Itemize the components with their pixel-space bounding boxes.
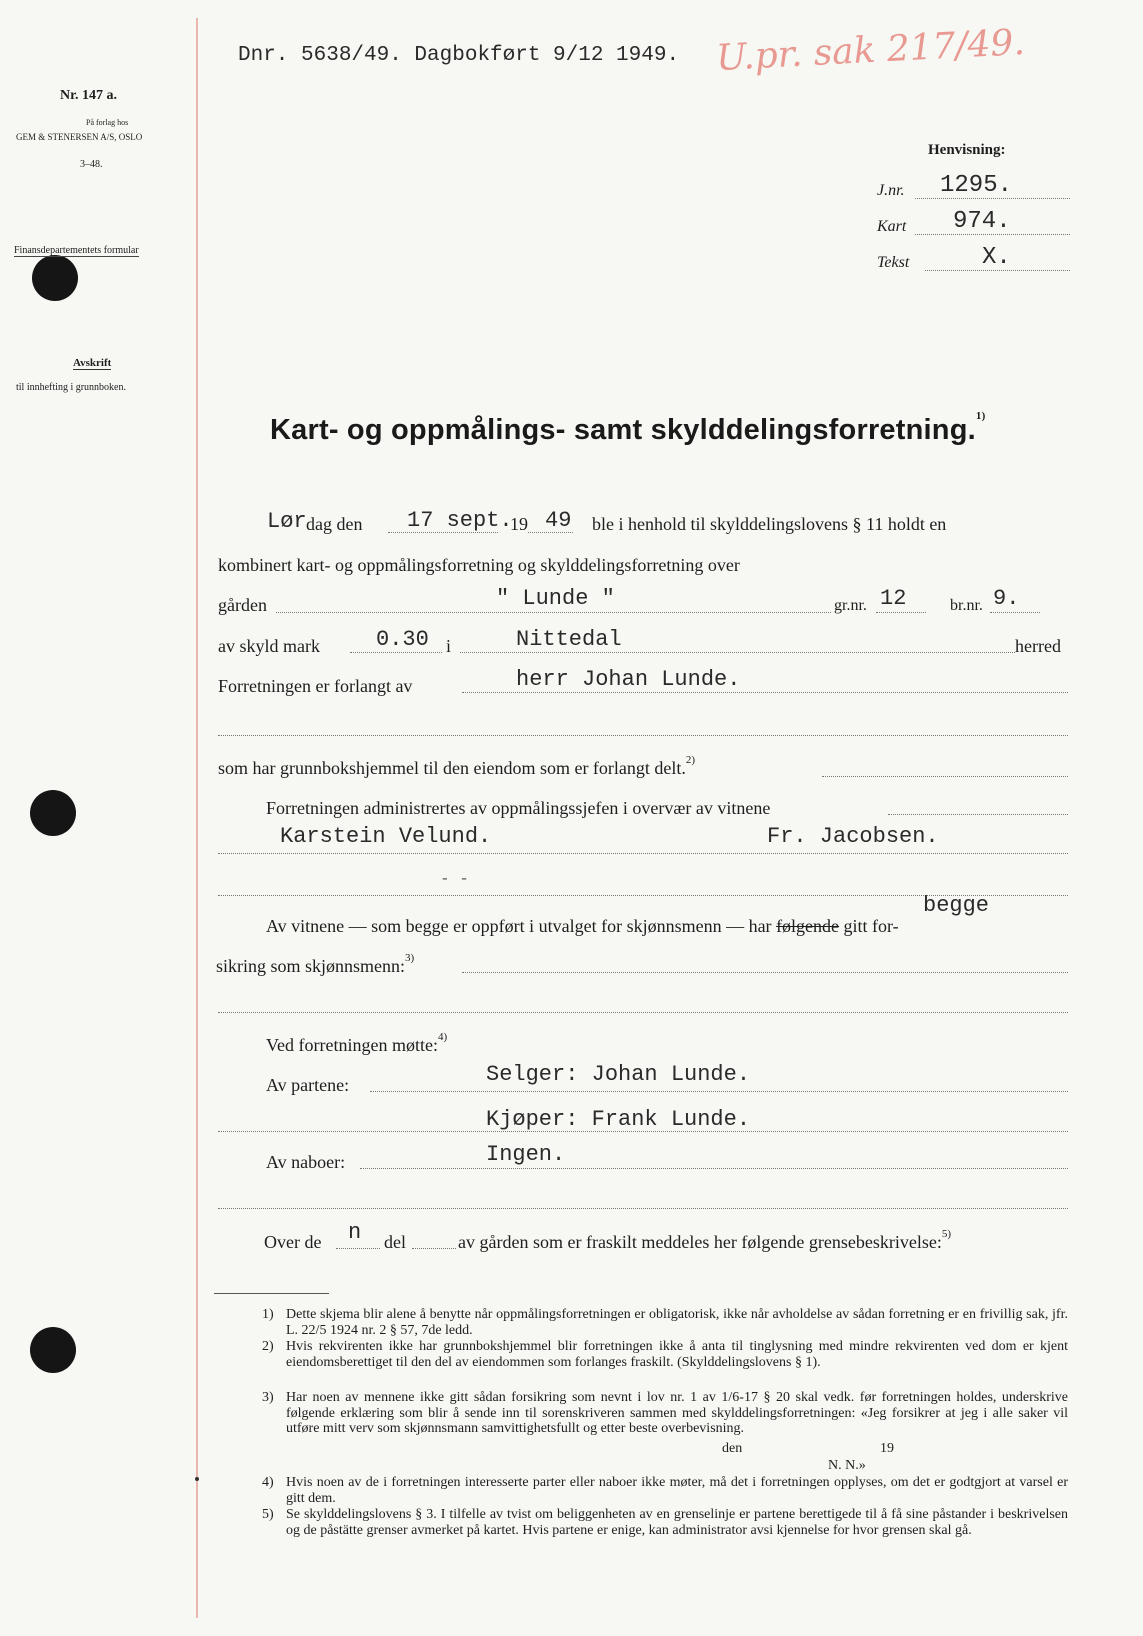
tekst-value: X. [982, 244, 1011, 271]
tax-dotted-line [350, 652, 442, 653]
jnr-value: 1295. [940, 172, 1013, 199]
copy-note: til innhefting i grunnboken. [16, 382, 126, 393]
grnr-value: 12 [880, 586, 907, 611]
requested-value: herr Johan Lunde. [516, 667, 741, 692]
handwritten-case-note: U.pr. sak 217/49. [715, 21, 1026, 80]
jnr-label: J.nr. [877, 182, 905, 199]
tax-value: 0.30 [376, 627, 429, 652]
brnr-label: br.nr. [950, 597, 983, 614]
sworn-text-a: Av vitnene — som begge er oppført i utvalget for skjønnsmenn — har [266, 916, 772, 936]
farm-value: " Lunde " [496, 586, 615, 611]
form-date: 3–48. [80, 159, 103, 170]
footnote-3-signature: N. N.» [828, 1458, 866, 1473]
begge-typed: begge [923, 893, 990, 918]
municipality-dotted-line [460, 652, 1015, 653]
footnote-rule [214, 1293, 329, 1294]
sworn-line2 [216, 952, 415, 977]
sworn-dotted-line [462, 972, 1068, 973]
kart-label: Kart [877, 218, 907, 235]
sworn-footnote: 3) [405, 952, 415, 964]
admin-dotted-line [888, 814, 1068, 815]
line1-text: ble i henhold til skylddelingslovens § 11 holdt en [592, 514, 947, 534]
sworn-line1 [266, 916, 899, 937]
parties-extra-line [218, 1131, 1068, 1132]
grnr-dotted-line [876, 612, 926, 613]
registration-line: Dnr. 5638/49. Dagbokført 9/12 1949. [238, 44, 680, 67]
parties-dotted-line [370, 1091, 1068, 1092]
margin-rule [196, 18, 198, 1618]
brnr-value: 9. [993, 586, 1020, 611]
boundary-prefix: Over de [264, 1232, 322, 1252]
attended-line [266, 1031, 448, 1056]
boundary-text: av gården som er fraskilt meddeles her følgende grensebeskrivelse: [458, 1232, 942, 1252]
herred-label: herred [1015, 636, 1061, 656]
neighbours-dotted-line [360, 1168, 1068, 1169]
neighbours-label: Av naboer: [266, 1152, 346, 1172]
sworn-extra-line [218, 1012, 1068, 1013]
boundary-del-label: del [384, 1232, 406, 1252]
grnr-label: gr.nr. [834, 597, 867, 614]
stray-dot [195, 1477, 199, 1481]
kart-value: 974. [953, 208, 1011, 235]
requested-extra-line [218, 735, 1068, 736]
tekst-label: Tekst [877, 254, 910, 271]
footnote-3-year: 19 [880, 1441, 894, 1456]
punch-hole-top [32, 255, 78, 301]
title-footnote-marker: 1) [975, 410, 986, 422]
footnote-2-text: Hvis rekvirenten ikke har grunnbokshjemmel blir forretningen ikke å anta til tinglysning med mindre rekvirenten ved dom er kjent eiendomsberettiget til den del av eiendommen som forlanges fraskilt. (Skylddelingslovens § 1). [286, 1339, 1068, 1370]
date-typed: 17 sept. [407, 508, 513, 533]
title-holder-footnote: 2) [685, 754, 696, 766]
sworn-text-b: gitt for- [843, 916, 899, 936]
ministry-label: Finansdepartementets formular [14, 245, 139, 256]
requested-dotted-line [462, 692, 1068, 693]
footnote-1-text: Dette skjema blir alene å benytte når oppmålingsforretningen er obligatorisk, ikke når avholdelse av sådan forretning er en frivillig sak, jfr. L. 22/5 1924 nr. 2 § 57, 7de ledd. [286, 1307, 1068, 1338]
sworn-line2-text: sikring som skjønnsmenn: [216, 956, 406, 976]
document-title-text: Kart- og oppmålings- samt skylddelingsforretning. [270, 414, 976, 446]
requested-label: Forretningen er forlangt av [218, 676, 413, 696]
boundary-del-dotted-line [412, 1248, 456, 1249]
form-number: Nr. 147 a. [60, 88, 118, 103]
publisher-line2: GEM & STENERSEN A/S, OSLO [16, 132, 143, 142]
title-holder-dotted-line [822, 776, 1068, 777]
year-prefix: 19 [510, 514, 528, 534]
footnote-2-num: 2) [262, 1339, 274, 1354]
footnote-3-text: Har noen av mennene ikke gitt sådan forsikring som nevnt i lov nr. 1 av 1/6-17 § 20 skal vedk. før forretningen holdes, underskrive følgende erklæring som blir å sende inn til sorenskriveren sammen med skylddelingsforretningen: «Jeg forsikrer at jeg i alle saker vil utføre mitt verv som skjønnsmann samvittighetsfullt og etter beste overbevisning. [286, 1390, 1068, 1436]
attended-label: Ved forretningen møtte: [266, 1035, 438, 1055]
footnote-5-num: 5) [262, 1507, 274, 1522]
parties-label: Av partene: [266, 1075, 350, 1095]
dag-den-label: dag den [306, 514, 363, 534]
sworn-struck-word: følgende [776, 916, 840, 936]
footnote-3-den: den [722, 1441, 743, 1456]
document-title [270, 410, 986, 447]
stray-marks: - - [440, 870, 469, 888]
line2-text: kombinert kart- og oppmålingsforretning og skylddelingsforretning over [218, 555, 740, 575]
footnote-5-text: Se skylddelingslovens § 3. I tilfelle av tvist om beliggenheten av en grenselinje er partene berettigede til å få sine påstander i beskrivelsen og de påstätte grenser avmerket på kartet. Hvis partene er enige, kan administrator avsi kjennelse for hvor grensen skal gå. [286, 1507, 1068, 1538]
municipality-value: Nittedal [516, 627, 622, 652]
footnote-3-num: 3) [262, 1390, 274, 1405]
title-holder-line [218, 754, 696, 779]
year-typed: 49 [545, 508, 572, 533]
references-heading: Henvisning: [928, 142, 1006, 158]
admin-text: Forretningen administrertes av oppmålingssjefen i overvær av vitnene [266, 798, 771, 818]
witness-1: Karstein Velund. [280, 824, 492, 849]
footnote-1-num: 1) [262, 1307, 274, 1322]
buyer-line: Kjøper: Frank Lunde. [486, 1107, 751, 1132]
farm-dotted-line [276, 612, 831, 613]
tax-label: av skyld mark [218, 636, 320, 656]
copy-label: Avskrift [73, 357, 112, 369]
weekday-typed: Lør [267, 509, 307, 534]
neighbours-value: Ingen. [486, 1142, 566, 1167]
boundary-de-dotted-line [336, 1248, 380, 1249]
title-holder-text: som har grunnbokshjemmel til den eiendom som er forlangt delt. [218, 758, 686, 778]
boundary-footnote: 5) [941, 1228, 951, 1240]
boundary-line [458, 1228, 951, 1253]
footnote-4-num: 4) [262, 1475, 274, 1490]
brnr-dotted-line [990, 612, 1040, 613]
witness-dotted-line [218, 853, 1068, 854]
seller-line: Selger: Johan Lunde. [486, 1062, 751, 1087]
i-label: i [446, 636, 452, 656]
neighbours-extra-line [218, 1208, 1068, 1209]
boundary-typed: n [348, 1220, 362, 1245]
footnote-4-text: Hvis noen av de i forretningen interesserte parter eller naboer ikke møter, må det i forretningen opplyses, om det er godtgjort at varsel er gitt dem. [286, 1475, 1068, 1506]
witness-2: Fr. Jacobsen. [767, 824, 939, 849]
punch-hole-middle [30, 790, 76, 836]
punch-hole-bottom [30, 1327, 76, 1373]
farm-label: gården [218, 595, 267, 615]
attended-footnote: 4) [437, 1031, 448, 1043]
publisher-line1: På forlag hos [86, 118, 129, 127]
